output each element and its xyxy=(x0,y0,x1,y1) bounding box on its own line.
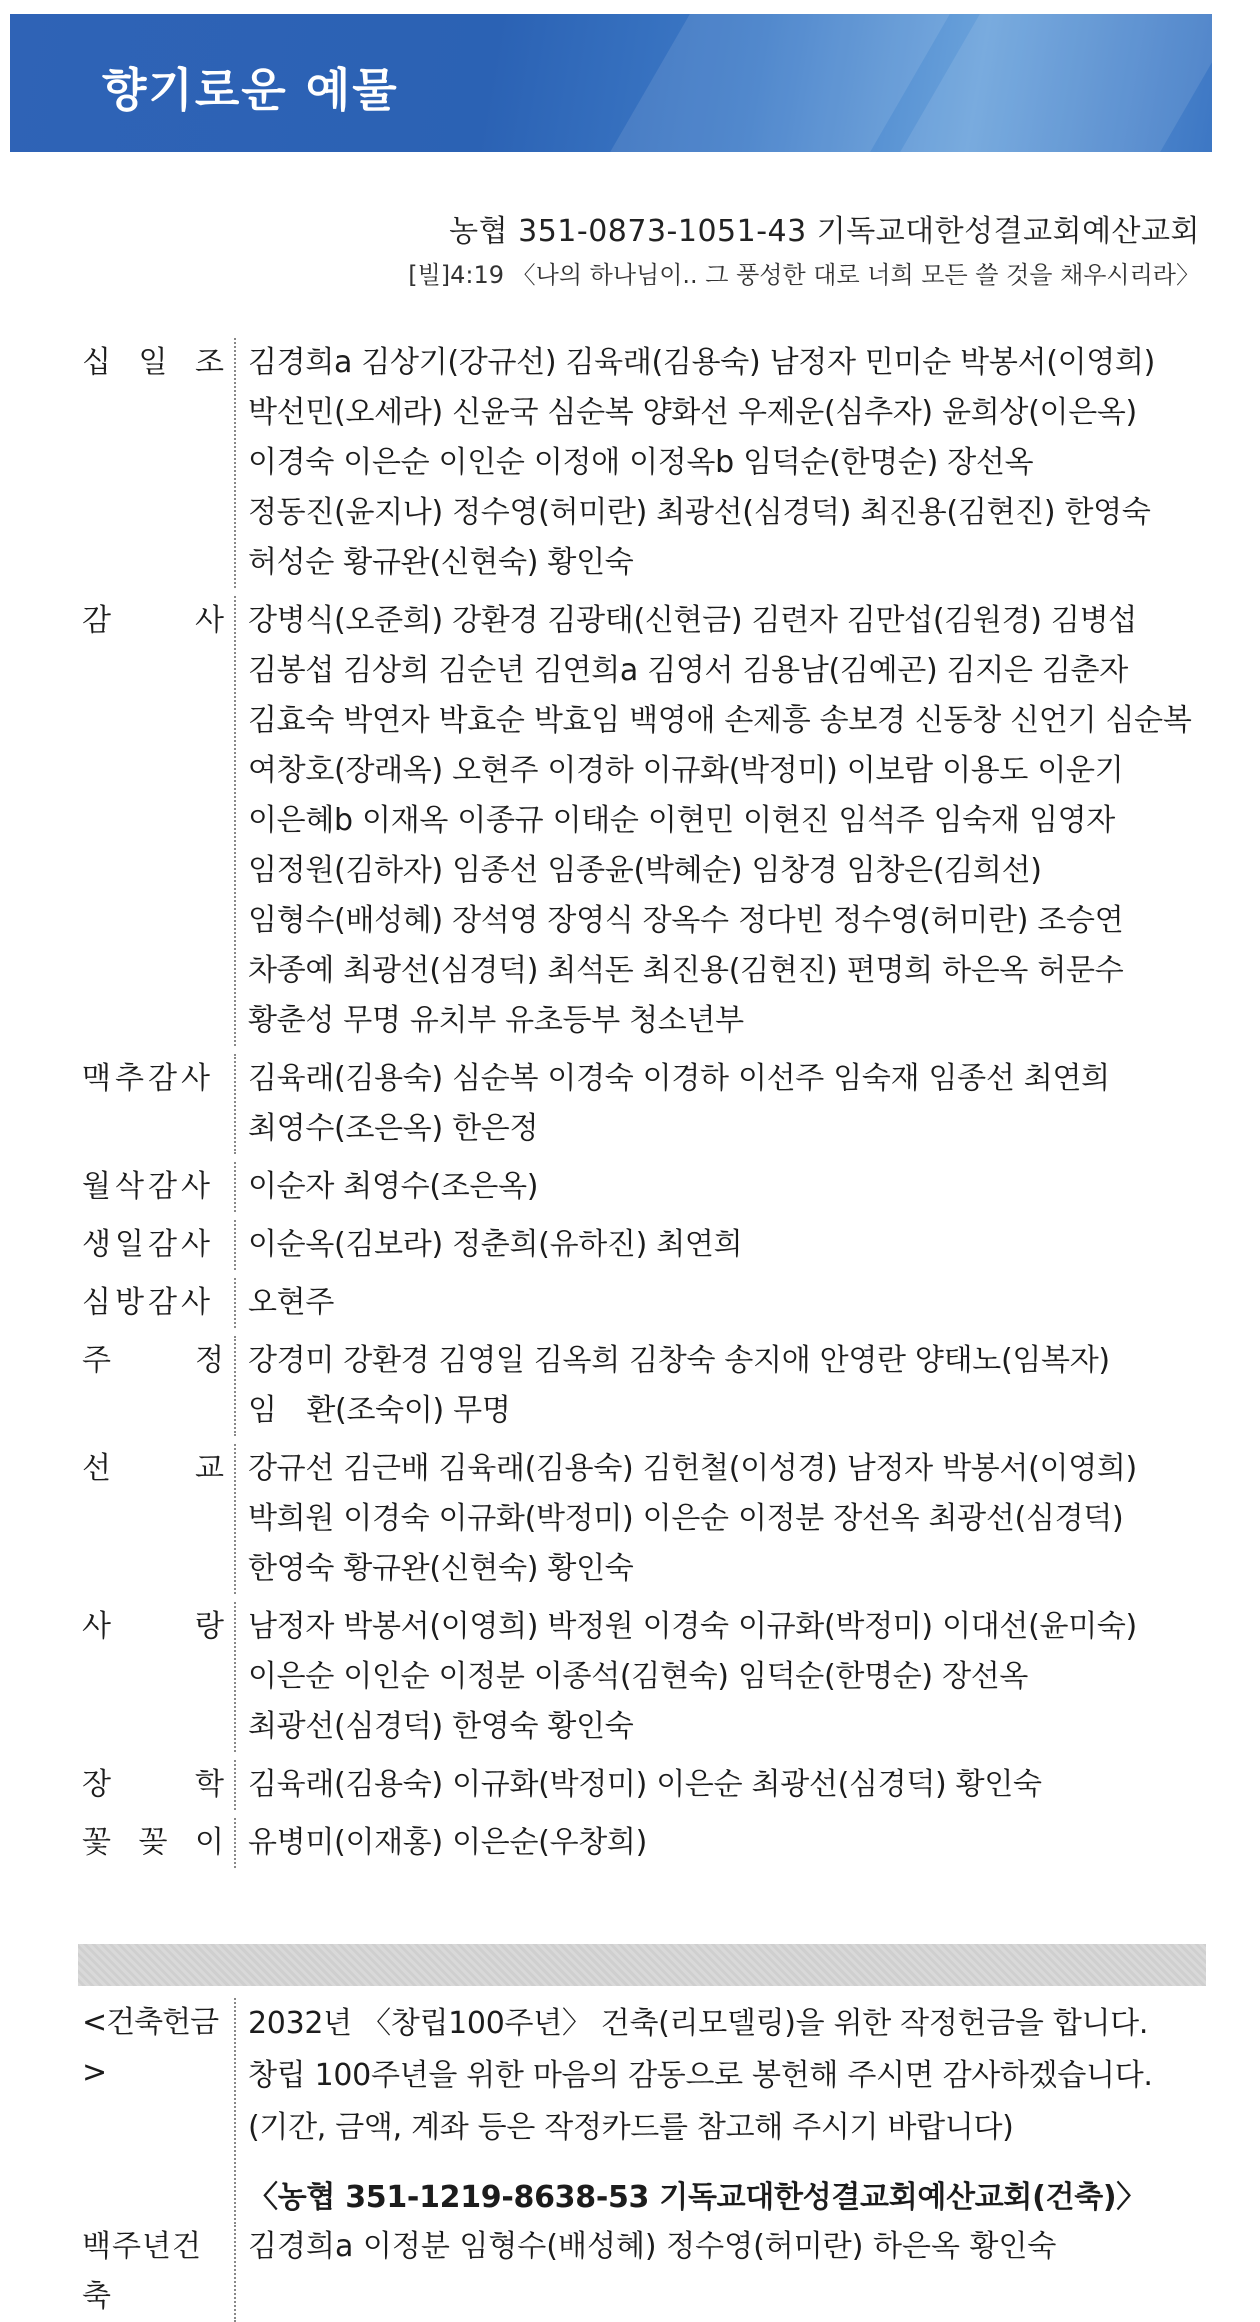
name-line: 이순자 최영수(조은옥) xyxy=(248,1169,539,1204)
section-divider xyxy=(78,1944,1206,1986)
name-line: 김육래(김용숙) 이규화(박정미) 이은순 최광선(심경덕) 황인숙 xyxy=(248,1767,1042,1802)
building-fund-account: 〈농협 351-1219-8638-53 기독교대한성결교회예산교회(건축)〉 xyxy=(248,2180,1146,2215)
name-line: 임형수(배성혜) 장석영 장영식 장옥수 정다빈 정수영(허미란) 조승연 xyxy=(248,903,1124,938)
offering-row xyxy=(82,1760,1222,1810)
offering-names xyxy=(234,1818,647,1868)
notice-line: 2032년 〈창립100주년〉 건축(리모델링)을 위한 작정헌금을 합니다. xyxy=(248,2006,1149,2041)
offering-names xyxy=(234,1278,334,1328)
offering-category-label xyxy=(82,1602,234,1752)
offering-category-label xyxy=(82,1760,234,1810)
offering-category-label xyxy=(82,1162,234,1212)
offering-names xyxy=(234,1054,1110,1154)
page-title: 향기로운 예물 xyxy=(102,63,399,117)
centennial-names: 김경희a 이정분 임형수(배성혜) 정수영(허미란) 하은옥 황인숙 xyxy=(234,2222,1056,2322)
offering-category-label xyxy=(82,596,234,1046)
name-line: 최광선(심경덕) 한영숙 황인숙 xyxy=(248,1709,634,1744)
name-line: 강병식(오준희) 강환경 김광태(신현금) 김련자 김만섭(김원경) 김병섭 xyxy=(248,603,1137,638)
offering-names xyxy=(234,1336,1110,1436)
offering-row xyxy=(82,1444,1222,1594)
building-fund-section xyxy=(82,1998,1222,2224)
label-char: 장 xyxy=(82,1767,111,1802)
name-line: 이은순 이인순 이정분 이종석(김현숙) 임덕순(한명순) 장선옥 xyxy=(248,1659,1029,1694)
bible-verse: [빌]4:19 〈나의 하나님이.. 그 풍성한 대로 너희 모든 쓸 것을 채우시리라〉 xyxy=(408,261,1200,289)
name-line: 유병미(이재홍) 이은순(우창희) xyxy=(248,1825,648,1860)
offering-names xyxy=(234,1602,1137,1752)
name-line: 김봉섭 김상희 김순년 김연희a 김영서 김용남(김예곤) 김지은 김춘자 xyxy=(248,653,1128,688)
offering-row xyxy=(82,1818,1222,1868)
offering-row xyxy=(82,1220,1222,1270)
offering-names xyxy=(234,596,1192,1046)
offering-row xyxy=(82,596,1222,1046)
offering-row xyxy=(82,1278,1222,1328)
offering-category-label xyxy=(82,1336,234,1436)
name-line: 이은혜b 이재옥 이종규 이태순 이현민 이현진 임석주 임숙재 임영자 xyxy=(248,803,1115,838)
label-char: 주 xyxy=(82,1343,111,1378)
name-line: 강경미 강환경 김영일 김옥희 김창숙 송지애 안영란 양태노(임복자) xyxy=(248,1343,1110,1378)
name-line: 박선민(오세라) 신윤국 심순복 양화선 우제운(심추자) 윤희상(이은옥) xyxy=(248,395,1137,430)
name-line: 박희원 이경숙 이규화(박정미) 이은순 이정분 장선옥 최광선(심경덕) xyxy=(248,1501,1124,1536)
offering-names xyxy=(234,338,1155,588)
name-line: 강규선 김근배 김육래(김용숙) 김헌철(이성경) 남정자 박봉서(이영희) xyxy=(248,1451,1137,1486)
name-line: 정동진(윤지나) 정수영(허미란) 최광선(심경덕) 최진용(김현진) 한영숙 xyxy=(248,495,1151,530)
name-line: 임 환(조숙이) 무명 xyxy=(248,1393,511,1428)
name-line: 허성순 황규완(신현숙) 황인숙 xyxy=(248,545,634,580)
label-char: 생일감사 xyxy=(82,1227,214,1262)
label-char: 심방감사 xyxy=(82,1285,214,1320)
label-char: 십 xyxy=(82,345,111,380)
centennial-label: 백주년건축 xyxy=(82,2229,202,2314)
name-line: 김효숙 박연자 박효순 박효임 백영애 손제흥 송보경 신동창 신언기 심순복 xyxy=(248,703,1192,738)
offering-row xyxy=(82,1054,1222,1154)
offering-list xyxy=(82,338,1222,1868)
label-char: 랑 xyxy=(195,1609,224,1644)
offering-category-label xyxy=(82,1444,234,1594)
label-char: 선 xyxy=(82,1451,111,1486)
offering-names xyxy=(234,1760,1042,1810)
name-line: 임정원(김하자) 임종선 임종윤(박혜순) 임창경 임창은(김희선) xyxy=(248,853,1042,888)
offering-category-label xyxy=(82,1054,234,1154)
title-banner xyxy=(10,14,1212,152)
notice-line: 창립 100주년을 위한 마음의 감동으로 봉헌해 주시면 감사하겠습니다. xyxy=(248,2058,1153,2093)
label-char: 사 xyxy=(195,603,224,638)
notice-line: (기간, 금액, 계좌 등은 작정카드를 참고해 주시기 바랍니다) xyxy=(248,2110,1014,2145)
offering-row xyxy=(82,338,1222,588)
label-char: 월삭감사 xyxy=(82,1169,214,1204)
account-info: 농협 351-0873-1051-43 기독교대한성결교회예산교회 xyxy=(449,214,1200,249)
label-char: 교 xyxy=(195,1451,224,1486)
building-fund-label: <건축헌금> xyxy=(82,2005,219,2090)
offering-row xyxy=(82,1602,1222,1752)
label-char: 꽂 xyxy=(138,1825,168,1860)
label-char: 감 xyxy=(82,603,111,638)
offering-category-label xyxy=(82,338,234,588)
name-line: 오현주 xyxy=(248,1285,335,1320)
name-line: 이순옥(김보라) 정춘희(유하진) 최연희 xyxy=(248,1227,743,1262)
offering-names xyxy=(234,1220,742,1270)
name-line: 최영수(조은옥) 한은정 xyxy=(248,1111,539,1146)
centennial-section xyxy=(82,2222,1222,2322)
name-line: 여창호(장래옥) 오현주 이경하 이규화(박정미) 이보람 이용도 이운기 xyxy=(248,753,1124,788)
name-line: 김육래(김용숙) 심순복 이경숙 이경하 이선주 임숙재 임종선 최연희 xyxy=(248,1061,1110,1096)
offering-row xyxy=(82,1162,1222,1212)
offering-category-label xyxy=(82,1278,234,1328)
name-line: 남정자 박봉서(이영희) 박정원 이경숙 이규화(박정미) 이대선(윤미숙) xyxy=(248,1609,1137,1644)
label-char: 맥추감사 xyxy=(82,1061,214,1096)
offering-row xyxy=(82,1336,1222,1436)
offering-names xyxy=(234,1444,1137,1594)
label-char: 조 xyxy=(195,345,224,380)
building-fund-notice xyxy=(234,1998,1153,2224)
name-line: 황춘성 무명 유치부 유초등부 청소년부 xyxy=(248,1003,744,1038)
offering-category-label xyxy=(82,1818,234,1868)
offering-category-label xyxy=(82,1220,234,1270)
label-char: 사 xyxy=(82,1609,111,1644)
offering-names xyxy=(234,1162,538,1212)
label-char: 정 xyxy=(195,1343,224,1378)
label-char: 일 xyxy=(138,345,168,380)
name-line: 한영숙 황규완(신현숙) 황인숙 xyxy=(248,1551,634,1586)
name-line: 차종예 최광선(심경덕) 최석돈 최진용(김현진) 편명희 하은옥 허문수 xyxy=(248,953,1124,988)
label-char: 학 xyxy=(195,1767,224,1802)
label-char: 이 xyxy=(195,1825,224,1860)
name-line: 이경숙 이은순 이인순 이정애 이정옥b 임덕순(한명순) 장선옥 xyxy=(248,445,1034,480)
label-char: 꽃 xyxy=(82,1825,111,1860)
name-line: 김경희a 김상기(강규선) 김육래(김용숙) 남정자 민미순 박봉서(이영희) xyxy=(248,345,1156,380)
